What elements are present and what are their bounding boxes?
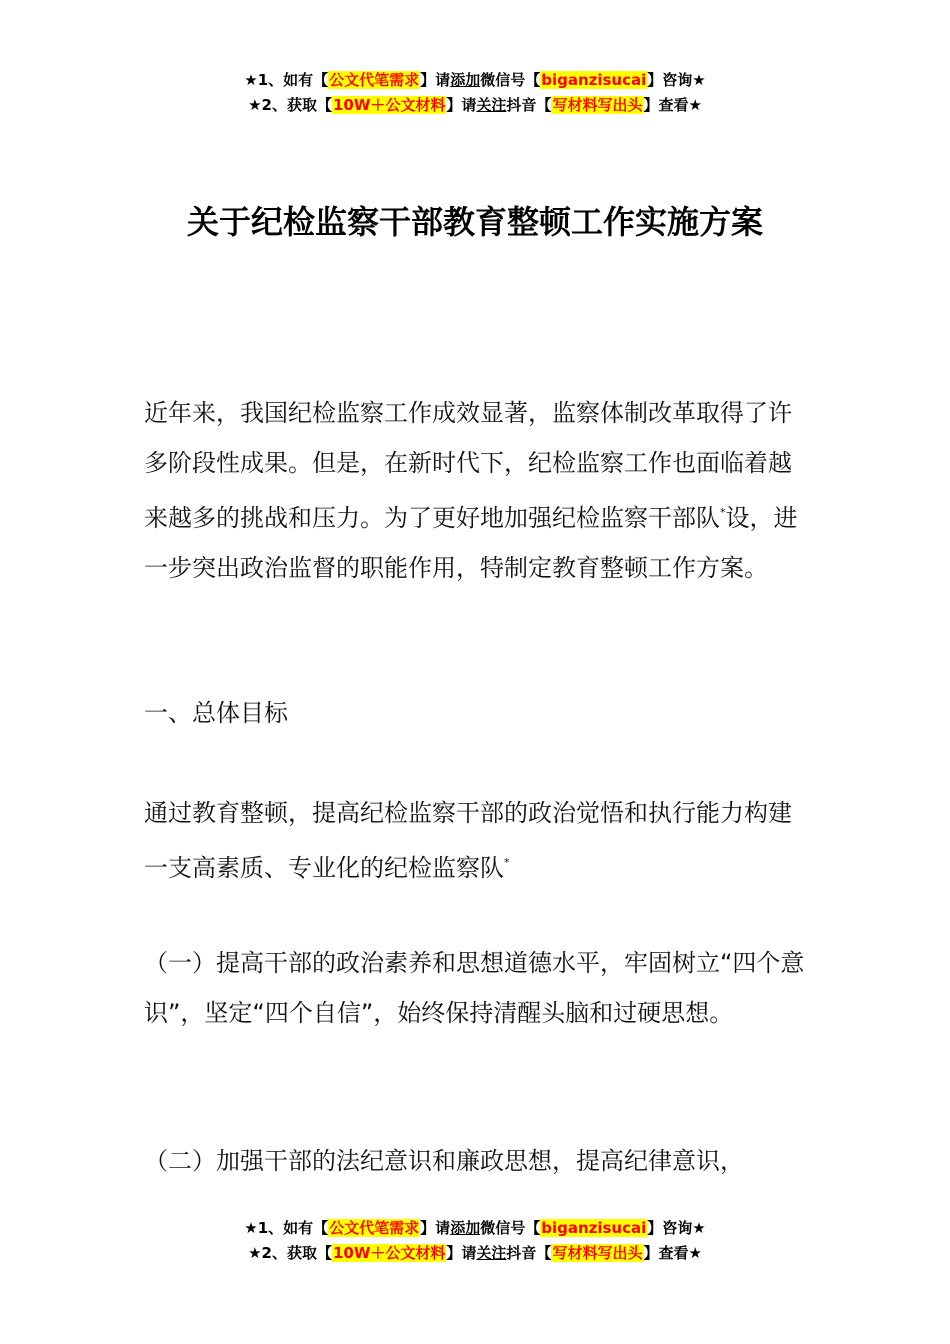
bottom-promo-banner (0, 1216, 950, 1266)
goal-item-1: （一）提高干部的政治素养和思想道德水平，牢固树立“四个意识”，坚定“四个自信”，始终保持清醒头脑和过硬思想。 (144, 949, 805, 1027)
goal-paragraph: 通过教育整顿，提高纪检监察干部的政治觉悟和执行能力构建一支高素质、专业化的纪检监察队* (144, 799, 792, 882)
highlight-douyin-account: 写材料写出头 (552, 96, 643, 114)
highlight-service: 公文代笔需求 (329, 1219, 420, 1237)
promo-line-2: ★2、获取【10W＋公文材料】请关注抖音【写材料写出头】查看★ (248, 96, 702, 114)
highlight-douyin-account: 写材料写出头 (552, 1244, 643, 1262)
promo-line-2: ★2、获取【10W＋公文材料】请关注抖音【写材料写出头】查看★ (248, 1244, 702, 1262)
promo-line-1: ★1、如有【公文代笔需求】请添加微信号【biganzisucai】咨询★ (244, 1219, 706, 1237)
intro-paragraph: 近年来，我国纪检监察工作成效显著，监察体制改革取得了许多阶段性成果。但是，在新时代下，纪检监察工作也面临着越来越多的挑战和压力。为了更好地加强纪检监察干部队*设，进一步突出政治监督的职能作用，特制定教育整顿工作方案。 (144, 399, 798, 582)
document-title: 关于纪检监察干部教育整顿工作实施方案 (186, 203, 763, 241)
top-promo-banner (0, 68, 950, 118)
highlight-wechat-id: biganzisucai (541, 1219, 647, 1237)
goal-item-2: （二）加强干部的法纪意识和廉政思想，提高纪律意识， (144, 1147, 744, 1175)
highlight-materials: 10W＋公文材料 (332, 1244, 446, 1262)
promo-line-1: ★1、如有【公文代笔需求】请添加微信号【biganzisucai】咨询★ (244, 71, 706, 89)
highlight-service: 公文代笔需求 (329, 71, 420, 89)
highlight-wechat-id: biganzisucai (541, 71, 647, 89)
highlight-materials: 10W＋公文材料 (332, 96, 446, 114)
section-heading-overall-goal: 一、总体目标 (144, 699, 288, 727)
